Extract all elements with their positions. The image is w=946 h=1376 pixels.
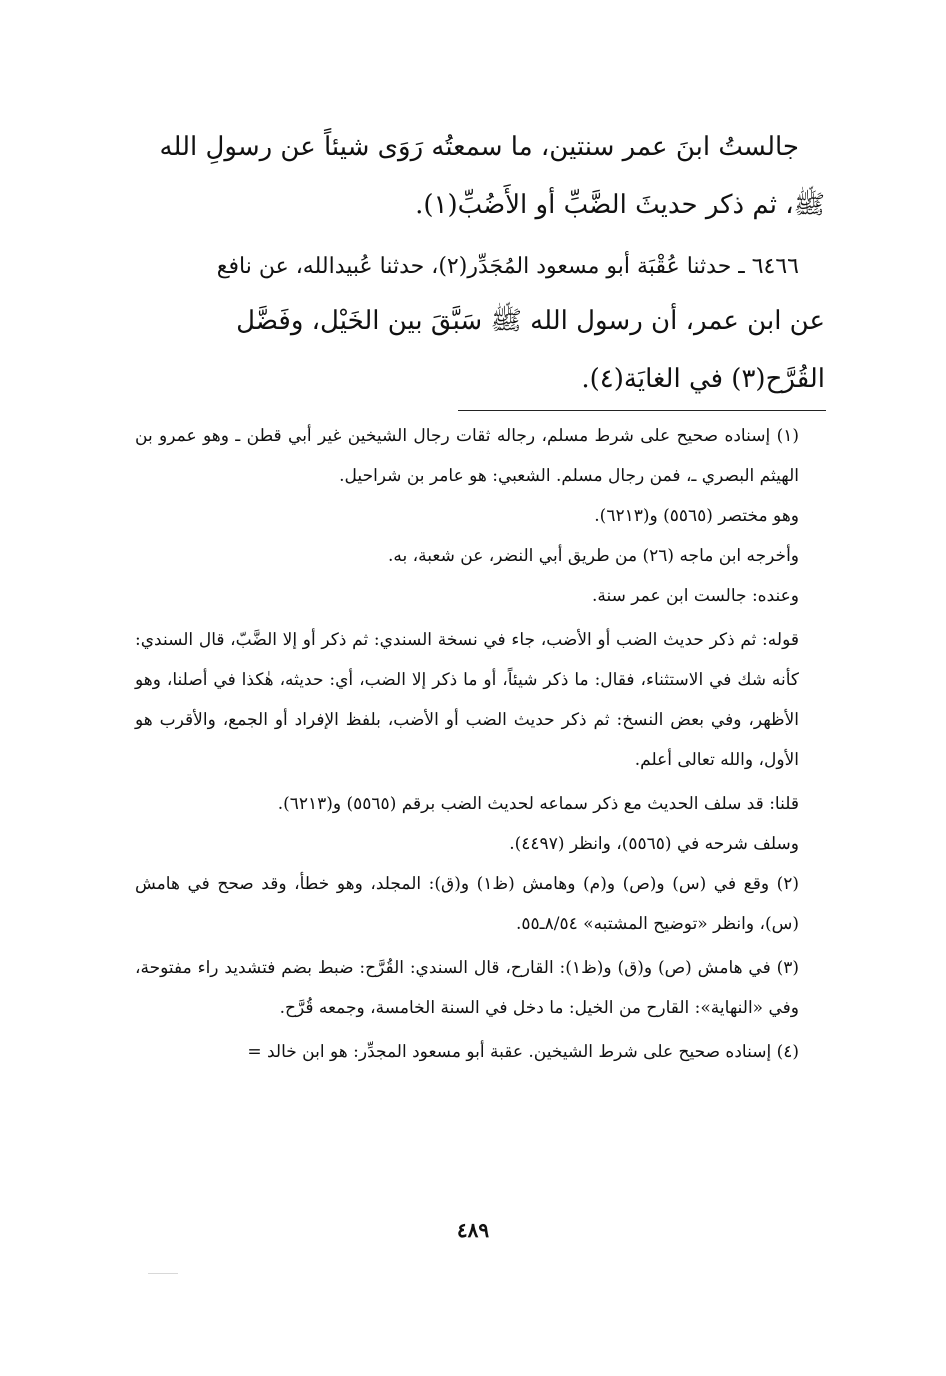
footnote-1: (١) إسناده صحيح على شرط مسلم، رجاله ثقات رجال الشيخين غير أبي قطن ـ وهو عمرو بن الهيثم البصري ـ، فمن رجال مسلم. الشعبي: هو عامر بن شراحيل. [135, 426, 799, 486]
footnote-4: (٤) إسناده صحيح على شرط الشيخين. عقبة أبو مسعود المجدِّر: هو ابن خالد = [247, 1042, 799, 1062]
footnote-divider [458, 410, 826, 411]
main-line-1: جالستُ ابنَ عمر سنتين، ما سمعتُه رَوَى شيئاً عن رسولِ الله [159, 132, 799, 162]
main-text [135, 118, 825, 408]
footnote-2: (٢) وقع في (س) و(ص) و(م) وهامش (ظ١) و(ق): المجلد، وهو خطأ، وقد صحح في هامش (س)، وانظر «توضيح المشتبه» ٨/٥٤ـ٥٥. [135, 874, 800, 934]
footnote-1-note: وعنده: جالست ابن عمر سنة. [591, 586, 799, 606]
footnote-3: (٣) في هامش (ص) و(ق) و(ظ١): القارح، قال السندي: القُرَّح: ضبط بضم فتشديد راء مفتوحة، وفي «النهاية»: القارح من الخيل: ما دخل في السنة الخامسة، وجمعه قُرَّح. [135, 958, 799, 1018]
footnote-1-takhrij: وأخرجه ابن ماجه (٢٦) من طريق أبي النضر، عن شعبة، به. [388, 546, 799, 566]
hadith-heading: ٦٤٦٦ ـ حدثنا عُقْبَة أبو مسعود المُجَدِّر(٢)، حدثنا عُبيدالله، عن نافع [216, 254, 799, 279]
page-number: ٤٨٩ [456, 1218, 490, 1242]
main-line-2: ﷺ، ثم ذكر حديثَ الضَّبِّ أو الأَضُبِّ(١). [415, 190, 825, 220]
main-line-5: القُرَّح(٣) في الغايَة(٤). [581, 364, 825, 394]
footnote-1-extra: وهو مختصر (٥٥٦٥) و(٦٢١٣). [594, 506, 799, 526]
footnotes [135, 416, 825, 1072]
footnote-1-sharh: وسلف شرحه في (٥٥٦٥)، وانظر (٤٤٩٧). [509, 834, 799, 854]
footnote-1-comment: قوله: ثم ذكر حديث الضب أو الأضب، جاء في نسخة السندي: ثم ذكر أو إلا الضَّبّ، قال السندي: كأنه شك في الاستثناء، فقال: ما ذكر شيئاً، أو ما ذكر إلا الضب، أي: حديثه، هٰكذا في أصلنا، وهو الأظهر، وفي بعض النسخ: ثم ذكر حديث الضب أو الأضب، بلفظ الإفراد أو الجمع، والأقرب هو الأول، والله تعالى أعلم. [135, 630, 799, 770]
main-line-4: عن ابن عمر، أن رسول الله ﷺ سَبَّقَ بين الخَيْل، وفَضَّل [236, 306, 825, 336]
footnote-1-qulna: قلنا: قد سلف الحديث مع ذكر سماعه لحديث الضب برقم (٥٥٦٥) و(٦٢١٣). [277, 794, 799, 814]
scan-mark [148, 1273, 178, 1274]
